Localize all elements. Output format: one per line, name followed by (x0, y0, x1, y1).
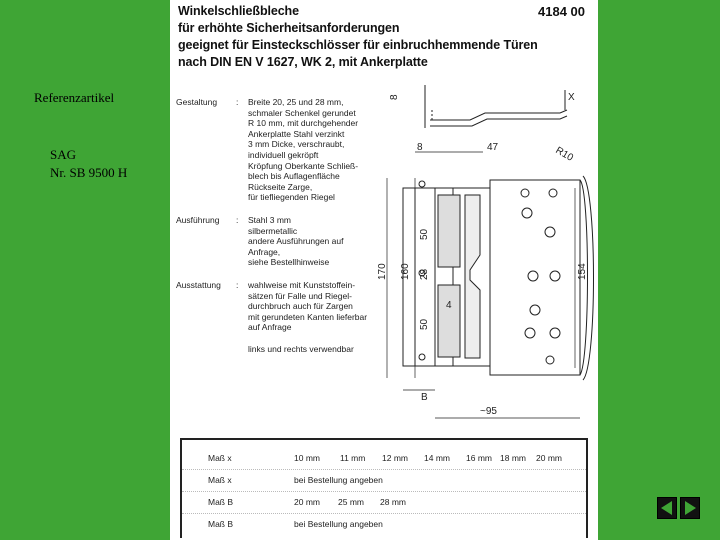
plate-outline (403, 176, 594, 380)
size-table (180, 438, 588, 538)
spec-heading-ausfuehrung: Ausführung (176, 215, 220, 225)
spec-colon: : (236, 280, 239, 290)
product-sheet (170, 0, 598, 540)
dim-label: 50 (419, 228, 430, 240)
table-cell: 18 mm (500, 453, 526, 463)
strike-plate-drawing (375, 80, 598, 430)
title-line-2: für erhöhte Sicherheitsanforderungen (178, 21, 400, 35)
article-number: 4184 00 (538, 4, 585, 19)
spec-colon: : (236, 97, 239, 107)
row-label: Maß B (208, 497, 234, 507)
table-row (182, 448, 586, 470)
dim-label: ~95 (480, 406, 497, 417)
dim-label: 160 (400, 263, 411, 280)
dim-label: 8 (417, 142, 423, 153)
spec-heading-ausstattung: Ausstattung (176, 280, 221, 290)
row-label: Maß x (208, 453, 232, 463)
table-cell: 10 mm (294, 453, 320, 463)
table-row (182, 492, 586, 514)
table-cell: 11 mm (340, 453, 366, 463)
table-cell: 12 mm (382, 453, 408, 463)
spec-text-gestaltung: Breite 20, 25 und 28 mm, schmaler Schenkel gerundet R 10 mm, mit durchgehender Ankerplatte Stahl verzinkt 3 mm Dicke, verschraubt, individuell gekröpft Kröpfung Oberkante Schließ- blech bis Auflagenfläche Rückseite Zarge, für tiefliegenden Riegel (248, 97, 359, 203)
first-slide-icon[interactable] (657, 497, 677, 519)
table-cell: 16 mm (466, 453, 492, 463)
table-cell: 25 mm (338, 497, 364, 507)
dim-label: 28 (419, 268, 430, 280)
title-line-4: nach DIN EN V 1627, WK 2, mit Ankerplatte (178, 55, 428, 69)
next-slide-icon[interactable] (680, 497, 700, 519)
title-line-3: geeignet für Einsteckschlösser für einbruchhemmende Türen (178, 38, 538, 52)
dim-label: B (421, 392, 428, 403)
table-cell: 14 mm (424, 453, 450, 463)
spec-colon: : (236, 215, 239, 225)
row-label: Maß B (208, 519, 234, 529)
dim-label: X (568, 92, 575, 103)
spec-text-ausfuehrung: Stahl 3 mm silbermetallic andere Ausführungen auf Anfrage, siehe Bestellhinweise (248, 215, 344, 268)
table-cell: 28 mm (380, 497, 406, 507)
table-row (182, 514, 586, 536)
dim-label: 47 (487, 142, 499, 153)
spec-text-ausstattung: wahlweise mit Kunststoffein- sätzen für Falle und Riegel- durchbruch auch für Zargen mit gerundeten Kanten lieferbar auf Anfrage links und rechts verwendbar (248, 280, 368, 354)
dim-label: 8 (389, 94, 400, 100)
title-line-1: Winkelschließbleche (178, 4, 299, 18)
table-cell: bei Bestellung angeben (294, 475, 383, 485)
spec-heading-gestaltung: Gestaltung (176, 97, 218, 107)
technical-drawing (375, 80, 598, 430)
reference-heading: Referenzartikel (34, 90, 115, 105)
table-cell: 20 mm (536, 453, 562, 463)
dim-label: 170 (377, 263, 388, 280)
table-cell: 20 mm (294, 497, 320, 507)
dim-label: 4 (446, 300, 452, 311)
profile-view (425, 85, 567, 128)
left-panel (0, 0, 170, 540)
dim-label: 154 (577, 263, 588, 280)
row-label: Maß x (208, 475, 232, 485)
dim-label: R10 (553, 145, 575, 164)
table-cell: bei Bestellung angeben (294, 519, 383, 529)
article-reference-number: Nr. SB 9500 H (50, 165, 128, 180)
table-row (182, 470, 586, 492)
manufacturer-label: SAG (50, 147, 77, 162)
dim-label: 50 (419, 318, 430, 330)
